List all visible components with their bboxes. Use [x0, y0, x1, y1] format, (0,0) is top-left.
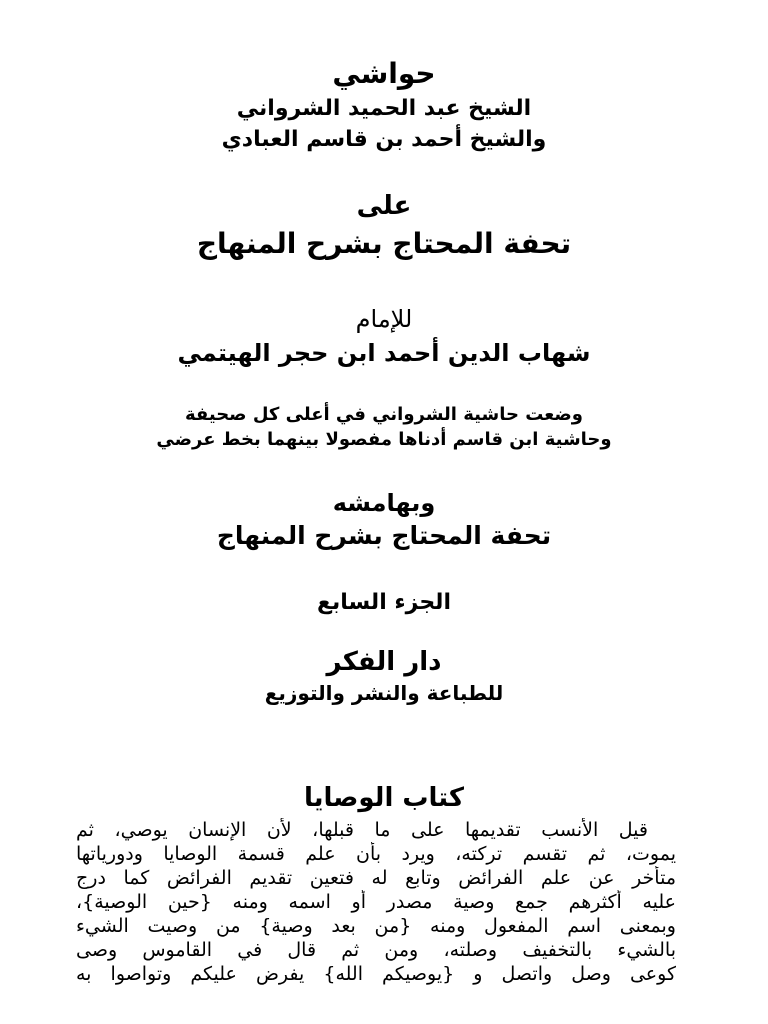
publisher-subtitle: للطباعة والنشر والتوزيع: [264, 681, 504, 705]
imam-name: شهاب الدين أحمد ابن حجر الهيتمي: [177, 339, 591, 367]
margin-label: وبهامشه: [332, 489, 436, 517]
author-ibn-qasim: والشيخ أحمد بن قاسم العبادي: [221, 127, 547, 152]
body-line: قيل الأنسب تقديمها على ما قبلها، لأن الإنسان يوصي، ثم: [76, 819, 648, 841]
chapter-body: [76, 818, 676, 986]
body-line: عليه أكثرهم جمع وصية مصدر أو اسمه ومنه {حين الوصية}،: [76, 891, 676, 913]
imam-label: للإمام: [355, 305, 413, 333]
layout-note-line-1: وضعت حاشية الشرواني في أعلى كل صحيفة: [184, 404, 583, 425]
chapter-title: كتاب الوصايا: [303, 783, 465, 813]
main-book-title: تحفة المحتاج بشرح المنهاج: [196, 227, 572, 260]
body-line: متأخر عن علم الفرائض وتابع له فتعين تقديم الفرائض كما درج: [76, 867, 676, 889]
layout-note-line-2: وحاشية ابن قاسم أدناها مفصولا بينهما بخط عرضي: [156, 429, 612, 450]
author-sharwani: الشيخ عبد الحميد الشرواني: [236, 96, 532, 121]
body-line: وبمعنى اسم المفعول ومنه {من بعد وصية} من وصيت الشيء: [76, 915, 676, 937]
book-title-hawashi: حواشي: [332, 57, 436, 90]
publisher-name: دار الفكر: [326, 647, 442, 677]
volume-label: الجزء السابع: [317, 590, 451, 615]
body-line: بالشيء بالتخفيف وصلته، ومن ثم قال في القاموس وصى: [76, 939, 676, 961]
body-line: كوعى وصل واتصل و {يوصيكم الله} يفرض عليكم وتواصوا به: [76, 963, 676, 985]
body-line: يموت، ثم تقسم تركته، ويرد بأن علم قسمة الوصايا ودورياتها: [76, 843, 676, 865]
margin-book-title: تحفة المحتاج بشرح المنهاج: [216, 521, 552, 550]
title-ala: على: [356, 191, 412, 221]
